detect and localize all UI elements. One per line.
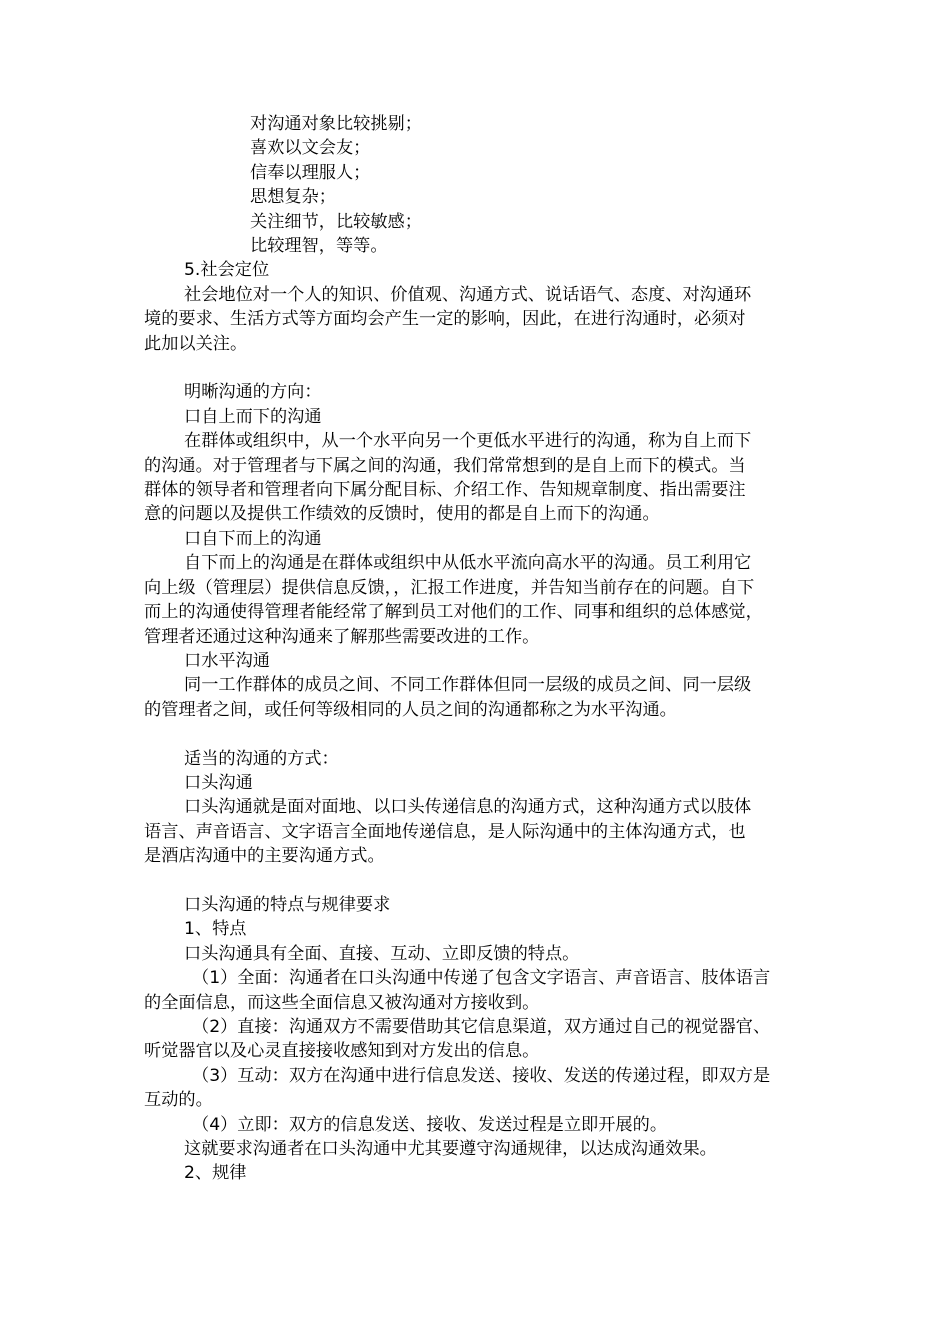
subheading-bottom-up: 口自下而上的沟通 bbox=[184, 528, 322, 549]
paragraph-oral bbox=[144, 795, 826, 868]
list-item: 对沟通对象比较挑剔； bbox=[250, 114, 422, 134]
text-line: 的全面信息，而这些全面信息又被沟通对方接收到。 bbox=[144, 992, 540, 1013]
blank-line bbox=[144, 869, 826, 893]
section-heading-oral-features: 口头沟通的特点与规律要求 bbox=[184, 894, 391, 915]
list-item: 比较理智，等等。 bbox=[250, 236, 388, 257]
subheading-oral: 口头沟通 bbox=[184, 772, 253, 793]
paragraph-social-position bbox=[144, 283, 826, 356]
subheading-features: 1、特点 bbox=[184, 919, 247, 940]
text-line: 群体的领导者和管理者向下属分配目标、介绍工作、告知规章制度、指出需要注 bbox=[144, 480, 746, 501]
list-item: 关注细节，比较敏感； bbox=[250, 211, 422, 232]
subheading-rules: 2、规律 bbox=[184, 1163, 247, 1184]
text-line: （2）直接：沟通双方不需要借助其它信息渠道，双方通过自己的视觉器官、 bbox=[192, 1016, 771, 1037]
blank-line bbox=[144, 356, 826, 380]
text-line: 是酒店沟通中的主要沟通方式。 bbox=[144, 846, 385, 867]
features-intro: 口头沟通具有全面、直接、互动、立即反馈的特点。 bbox=[184, 943, 580, 964]
text-line: 自下而上的沟通是在群体或组织中从低水平流向高水平的沟通。员工利用它 bbox=[184, 553, 752, 574]
text-line: 同一工作群体的成员之间、不同工作群体但同一层级的成员之间、同一层级 bbox=[184, 675, 752, 696]
text-line: 社会地位对一个人的知识、价值观、沟通方式、说话语气、态度、对沟通环 bbox=[184, 284, 752, 305]
section-heading-social-position: 5.社会定位 bbox=[184, 260, 270, 281]
text-line: （1）全面：沟通者在口头沟通中传递了包含文字语言、声音语言、肢体语言 bbox=[192, 968, 771, 989]
section-heading-direction: 明晰沟通的方向： bbox=[184, 382, 322, 403]
paragraph-horizontal bbox=[144, 673, 826, 722]
text-line: 意的问题以及提供工作绩效的反馈时，使用的都是自上而下的沟通。 bbox=[144, 504, 660, 525]
text-line: 在群体或组织中，从一个水平向另一个更低水平进行的沟通，称为自上而下 bbox=[184, 431, 752, 452]
text-line: 境的要求、生活方式等方面均会产生一定的影响，因此，在进行沟通时，必须对 bbox=[144, 309, 746, 330]
feature-direct bbox=[144, 1015, 826, 1064]
text-line: 语言、声音语言、文字语言全面地传递信息，是人际沟通中的主体沟通方式，也 bbox=[144, 821, 746, 842]
list-item: 思想复杂； bbox=[250, 187, 336, 208]
text-line: 此加以关注。 bbox=[144, 333, 248, 354]
paragraph-bottom-up bbox=[144, 551, 826, 649]
text-line: 而上的沟通使得管理者能经常了解到员工对他们的工作、同事和组织的总体感觉， bbox=[144, 602, 763, 623]
conclusion-text: 这就要求沟通者在口头沟通中尤其要遵守沟通规律，以达成沟通效果。 bbox=[184, 1139, 717, 1160]
list-item: 喜欢以文会友； bbox=[250, 138, 371, 159]
section-heading-method: 适当的沟通的方式： bbox=[184, 748, 339, 769]
subheading-horizontal: 口水平沟通 bbox=[184, 650, 270, 671]
feature-interactive bbox=[144, 1064, 826, 1113]
text-line: 管理者还通过这种沟通来了解那些需要改进的工作。 bbox=[144, 626, 540, 647]
feature-immediate bbox=[144, 1113, 826, 1137]
text-line: 向上级（管理层）提供信息反馈，，汇报工作进度，并告知当前存在的问题。自下 bbox=[144, 577, 755, 598]
blank-line bbox=[144, 722, 826, 746]
text-line: 口头沟通就是面对面地、以口头传递信息的沟通方式，这种沟通方式以肢体 bbox=[184, 797, 752, 818]
text-line: 的沟通。对于管理者与下属之间的沟通，我们常常想到的是自上而下的模式。当 bbox=[144, 455, 746, 476]
feature-comprehensive bbox=[144, 966, 826, 1015]
document-body bbox=[144, 112, 826, 1186]
text-line: 听觉器官以及心灵直接接收感知到对方发出的信息。 bbox=[144, 1041, 540, 1062]
text-line: 的管理者之间，或任何等级相同的人员之间的沟通都称之为水平沟通。 bbox=[144, 699, 677, 720]
list-item: 信奉以理服人； bbox=[250, 162, 371, 183]
text-line: （3）互动：双方在沟通中进行信息发送、接收、发送的传递过程，即双方是 bbox=[192, 1065, 771, 1086]
text-line: （4）立即：双方的信息发送、接收、发送过程是立即开展的。 bbox=[192, 1114, 668, 1135]
subheading-top-down: 口自上而下的沟通 bbox=[184, 406, 322, 427]
paragraph-top-down bbox=[144, 429, 826, 527]
text-line: 互动的。 bbox=[144, 1090, 213, 1111]
trait-list bbox=[144, 112, 826, 258]
